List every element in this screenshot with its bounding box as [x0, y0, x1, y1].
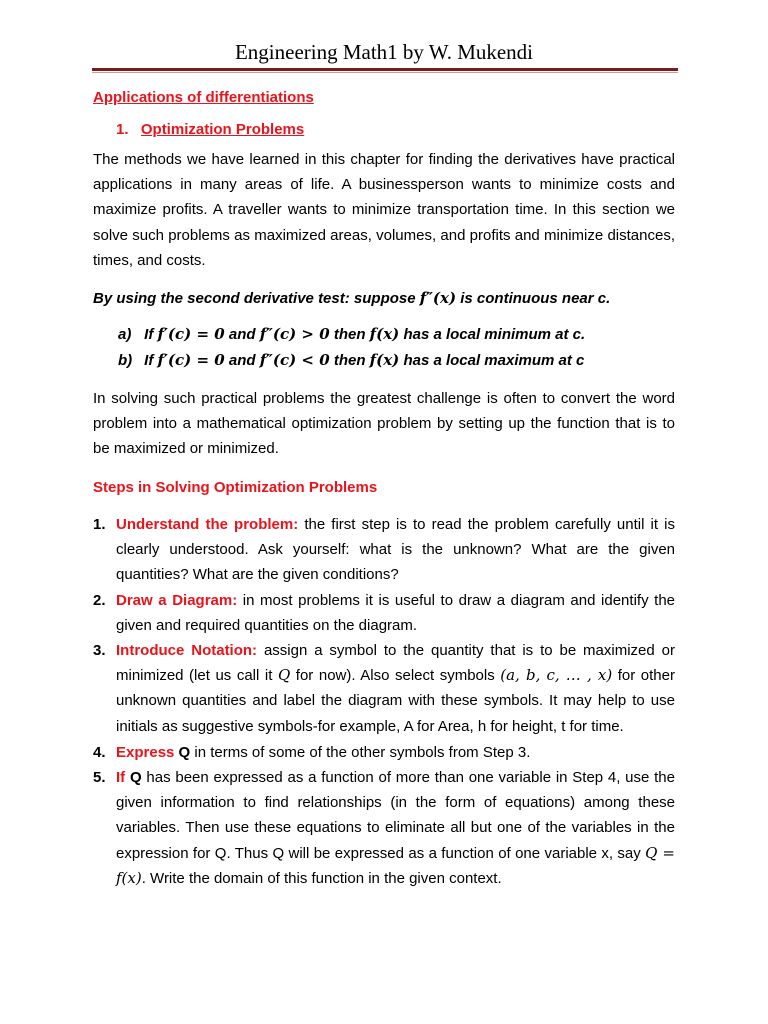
- page-header-title: Engineering Math1 by W. Mukendi: [234, 40, 534, 64]
- step-1: [93, 512, 675, 588]
- condition-label: a): [118, 326, 132, 343]
- second-derivative-test-lead: [93, 286, 675, 311]
- step-4: 4. Express Q in terms of some of the other symbols from Step 3.: [93, 740, 675, 765]
- challenge-paragraph: In solving such practical problems the greatest challenge is often to convert the word problem into a mathematical optimization problem by setting up the function that is to be maximized or minimized.: [93, 390, 675, 458]
- intro-paragraph: The methods we have learned in this chapter for finding the derivatives have practical applications in many areas of life. A businessperson wants to minimize costs and maximize profits. A traveller wants to minimize transportation time. In this section we solve such problems as maximized areas, volumes, and profits and minimize distances, times, and costs.: [93, 151, 675, 269]
- step-text: in most problems it is useful to draw a diagram and identify the given and required quantities on the diagram.: [116, 592, 676, 635]
- step-3: 3. Introduce Notation: assign a symbol to the quantity that is to be maximized or minimized (let us call it Q for now). Also select symbols (a, b, c, … , x) for other unknown quantities and label the diagram with these symbols. It may help to use initials as suggestive symbols-for example, A for Area, h for height, t for time.: [93, 638, 675, 739]
- condition-a: a) If f′(c) = 0 and f″(c) > 0 then f(x) has a local minimum at c.: [118, 325, 586, 343]
- subsection-number: 1.: [116, 121, 129, 138]
- test-lead-math: f″(x): [419, 289, 457, 307]
- test-lead-text: By using the second derivative test: suppose: [93, 290, 416, 307]
- step-title: If: [116, 769, 126, 786]
- step-title: Express: [116, 744, 175, 761]
- header-rule: [92, 68, 678, 71]
- subsection-heading: [116, 117, 698, 142]
- step-text: the first step is to read the problem carefully until it is clearly understood. Ask yourself: what is the unknown? What are the given quantities? What are the given conditions?: [116, 516, 675, 584]
- section-title: Applications of differentiations: [93, 89, 314, 106]
- step-number: 1.: [93, 516, 106, 533]
- step-title: Draw a Diagram:: [116, 592, 238, 609]
- test-lead-tail: is continuous near c.: [460, 290, 611, 307]
- step-number: 5.: [93, 769, 106, 786]
- step-title: Introduce Notation:: [116, 642, 258, 659]
- condition-b: b) If f′(c) = 0 and f″(c) < 0 then f(x) has a local maximum at c: [118, 351, 585, 369]
- step-5: 5. If Q has been expressed as a function of more than one variable in Step 4, use the given information to find relationships (in the form of equations) among these variables. Then use these equations to eliminate all but one of the variables in the expression for Q. Thus Q will be expressed as a function of one variable x, say Q = f(x). Write the domain of this function in the given context.: [93, 765, 675, 891]
- step-number: 3.: [93, 642, 106, 659]
- header-rule-thin: [92, 72, 678, 73]
- condition-label: b): [118, 352, 133, 369]
- step-title: Understand the problem:: [116, 516, 299, 533]
- step-number: 4.: [93, 744, 106, 761]
- step-2: [93, 588, 675, 638]
- step-number: 2.: [93, 592, 106, 609]
- subsection-title: Optimization Problems: [140, 121, 305, 138]
- steps-heading: Steps in Solving Optimization Problems: [93, 479, 378, 496]
- section-heading: [93, 85, 675, 110]
